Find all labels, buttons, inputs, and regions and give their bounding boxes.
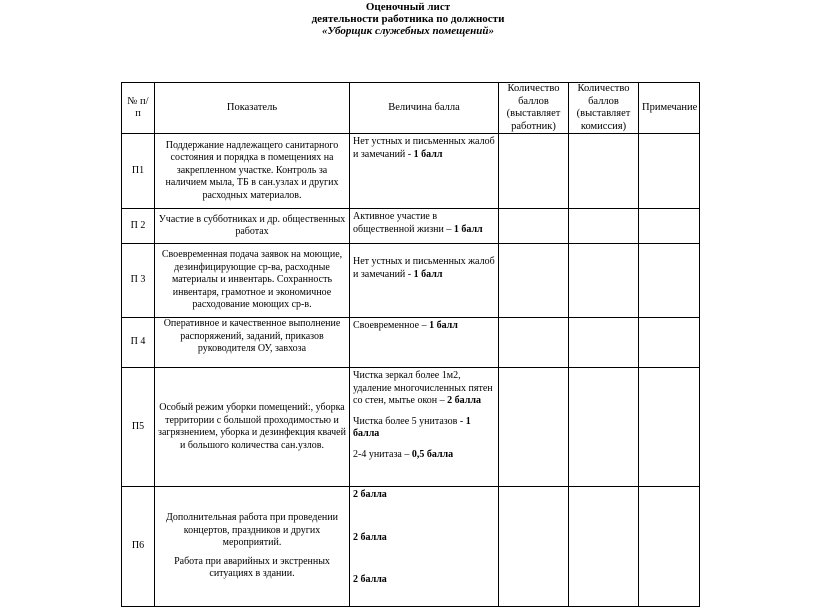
- row-score: Активное участие в общественной жизни – 1 балл: [350, 209, 499, 244]
- row-num: П 3: [122, 244, 155, 318]
- commission-score-cell[interactable]: [569, 368, 639, 487]
- commission-score-cell[interactable]: [569, 244, 639, 318]
- row-num: П1: [122, 134, 155, 209]
- evaluation-table: [121, 82, 700, 607]
- row-num: П 2: [122, 209, 155, 244]
- row-num: П6: [122, 487, 155, 607]
- row-score: Своевременное – 1 балл: [350, 318, 499, 368]
- doc-subtitle: деятельности работника по должности: [311, 13, 505, 25]
- row-indicator: Оперативное и качественное выполнение распоряжений, заданий, приказов руководителя ОУ, завхоза: [155, 318, 350, 368]
- notes-cell[interactable]: [639, 209, 700, 244]
- row-indicator: Поддержание надлежащего санитарного состояния и порядка в помещениях на закрепленном участке. Контроль за наличием мыла, ТБ в сан.узлах и других расходных материалов.: [155, 134, 350, 209]
- worker-score-cell[interactable]: [499, 244, 569, 318]
- notes-cell[interactable]: [639, 244, 700, 318]
- row-score: Чистка зеркал более 1м2, удаление многочисленных пятен со стен, мытье окон – 2 балла Чистка более 5 унитазов - 1 балла 2-4 унитаза – 0,5 балла: [350, 368, 499, 487]
- row-num: П5: [122, 368, 155, 487]
- table-header-row: [122, 83, 700, 134]
- notes-cell[interactable]: [639, 487, 700, 607]
- row-score: Нет устных и письменных жалоб и замечаний - 1 балл: [350, 244, 499, 318]
- worker-score-cell[interactable]: [499, 368, 569, 487]
- row-indicator: Своевременная подача заявок на моющие, дезинфицирующие ср-ва, расходные материалы и инвентарь. Сохранность инвентаря, грамотное и экономичное расходование моющих ср-в.: [155, 244, 350, 318]
- commission-score-cell[interactable]: [569, 318, 639, 368]
- header-score: Величина балла: [350, 83, 499, 134]
- commission-score-cell[interactable]: [569, 209, 639, 244]
- worker-score-cell[interactable]: [499, 134, 569, 209]
- table-row: [122, 209, 700, 244]
- table-row: [122, 487, 700, 607]
- header-notes: Примечание: [639, 83, 700, 134]
- worker-score-cell[interactable]: [499, 318, 569, 368]
- notes-cell[interactable]: [639, 368, 700, 487]
- row-indicator: Дополнительная работа при проведении концертов, праздников и других мероприятий. Работа при аварийных и экстренных ситуациях в здании.: [155, 487, 350, 607]
- doc-position: «Уборщик служебных помещений»: [322, 25, 494, 37]
- notes-cell[interactable]: [639, 134, 700, 209]
- table-row: [122, 368, 700, 487]
- row-indicator: Участие в субботниках и др. общественных работах: [155, 209, 350, 244]
- worker-score-cell[interactable]: [499, 487, 569, 607]
- commission-score-cell[interactable]: [569, 487, 639, 607]
- table-row: [122, 134, 700, 209]
- table-row: [122, 318, 700, 368]
- header-num: № п/п: [122, 83, 155, 134]
- header-indicator: Показатель: [155, 83, 350, 134]
- header-commission: Количество баллов (выставляет комиссия): [569, 83, 639, 134]
- table-row: [122, 244, 700, 318]
- row-indicator: Особый режим уборки помещений:, уборка территории с большой проходимостью и загрязнением, уборка и дезинфекция квачей и большого количества сан.узлов.: [155, 368, 350, 487]
- header-worker: Количество баллов (выставляет работник): [499, 83, 569, 134]
- row-score: 2 балла 2 балла 2 балла: [350, 487, 499, 607]
- doc-title: Оценочный лист: [365, 1, 451, 13]
- commission-score-cell[interactable]: [569, 134, 639, 209]
- row-score: Нет устных и письменных жалоб и замечаний - 1 балл: [350, 134, 499, 209]
- row-num: П 4: [122, 318, 155, 368]
- notes-cell[interactable]: [639, 318, 700, 368]
- worker-score-cell[interactable]: [499, 209, 569, 244]
